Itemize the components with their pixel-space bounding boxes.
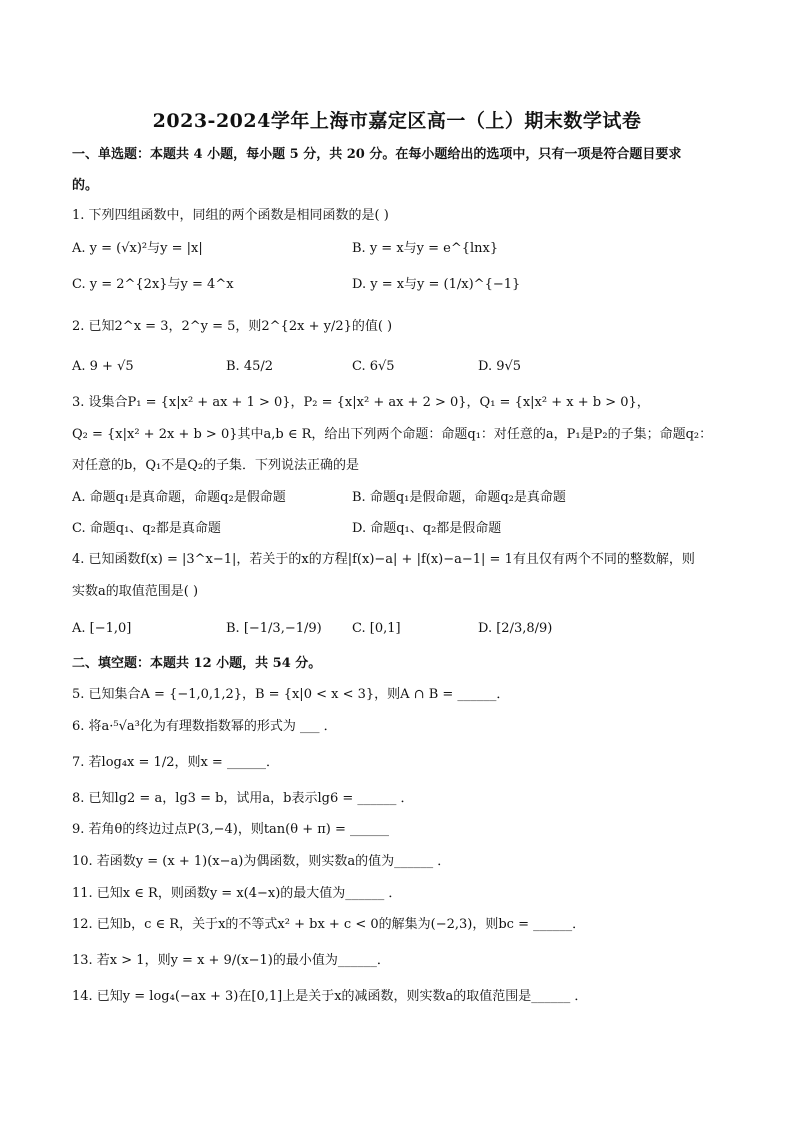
q7-text: 7. 若log₄x = 1/2，则x = ______． — [72, 755, 279, 770]
q1-option-c: C. y = 2^{2x}与y = 4^x — [72, 277, 234, 292]
q11-text: 11. 已知x ∈ R，则函数y = x(4−x)的最大值为______ ． — [72, 886, 402, 901]
q3-option-a: A. 命题q₁是真命题，命题q₂是假命题 — [72, 490, 286, 505]
q1-stem: 1. 下列四组函数中，同组的两个函数是相同函数的是( ) — [72, 208, 389, 223]
q13-text: 13. 若x > 1，则y = x + 9/(x−1)的最小值为______． — [72, 953, 390, 968]
q4-option-a: A. [−1,0] — [72, 621, 132, 636]
q3-option-d: D. 命题q₁、q₂都是假命题 — [352, 521, 502, 536]
q3-option-b: B. 命题q₁是假命题，命题q₂是真命题 — [352, 490, 566, 505]
q1-option-b: B. y = x与y = e^{lnx} — [352, 241, 499, 256]
q4-option-b: B. [−1/3,−1/9) — [226, 621, 322, 636]
q3-option-c: C. 命题q₁、q₂都是真命题 — [72, 521, 221, 536]
section1-heading-line2: 的。 — [72, 178, 99, 193]
section1-heading-line1: 一、单选题：本题共 4 小题，每小题 5 分，共 20 分。在每小题给出的选项中，只有一项是符合题目要求 — [72, 147, 682, 162]
q3-stem-line1: 3. 设集合P₁ = {x|x² + ax + 1 > 0}，P₂ = {x|x² + ax + 2 > 0}，Q₁ = {x|x² + x + b > 0}， — [72, 395, 650, 410]
q2-option-a: A. 9 + √5 — [72, 359, 134, 374]
q9-text: 9. 若角θ的终边过点P(3,−4)，则tan(θ + π) = ______ — [72, 822, 389, 837]
q3-stem-line2: Q₂ = {x|x² + 2x + b > 0}其中a,b ∈ R，给出下列两个命题：命题q₁：对任意的a，P₁是P₂的子集；命题q₂： — [72, 427, 713, 442]
q14-text: 14. 已知y = log₄(−ax + 3)在[0,1]上是关于x的减函数，则实数a的取值范围是______ ． — [72, 989, 588, 1004]
q4-option-d: D. [2/3,8/9) — [478, 621, 553, 636]
q8-text: 8. 已知lg2 = a，lg3 = b，试用a，b表示lg6 = ______ ． — [72, 791, 414, 806]
q3-stem-line3: 对任意的b，Q₁不是Q₂的子集．下列说法正确的是 — [72, 458, 360, 473]
q1-option-a: A. y = (√x)²与y = |x| — [72, 241, 203, 256]
q4-stem-line1: 4. 已知函数f(x) = |3^x−1|，若关于的x的方程|f(x)−a| + |f(x)−a−1| = 1有且仅有两个不同的整数解，则 — [72, 552, 695, 567]
q12-text: 12. 已知b，c ∈ R，关于x的不等式x² + bx + c < 0的解集为(−2,3)，则bc = ______． — [72, 917, 586, 932]
section2-heading: 二、填空题：本题共 12 小题，共 54 分。 — [72, 656, 322, 671]
q4-option-c: C. [0,1] — [352, 621, 401, 636]
q2-stem: 2. 已知2^x = 3，2^y = 5，则2^{2x + y/2}的值( ) — [72, 319, 393, 334]
q10-text: 10. 若函数y = (x + 1)(x−a)为偶函数，则实数a的值为______ ． — [72, 854, 451, 869]
q6-text: 6. 将a·⁵√a³化为有理数指数幂的形式为 ___ ． — [72, 719, 337, 734]
q2-option-c: C. 6√5 — [352, 359, 395, 374]
q1-option-d: D. y = x与y = (1/x)^{−1} — [352, 277, 521, 292]
q2-option-b: B. 45/2 — [226, 359, 274, 374]
exam-title: 2023-2024学年上海市嘉定区高一（上）期末数学试卷 — [152, 110, 642, 132]
q4-stem-line2: 实数a的取值范围是( ) — [72, 584, 199, 599]
q2-option-d: D. 9√5 — [478, 359, 522, 374]
q5-text: 5. 已知集合A = {−1,0,1,2}，B = {x|0 < x < 3}，则A ∩ B = ______． — [72, 687, 510, 702]
